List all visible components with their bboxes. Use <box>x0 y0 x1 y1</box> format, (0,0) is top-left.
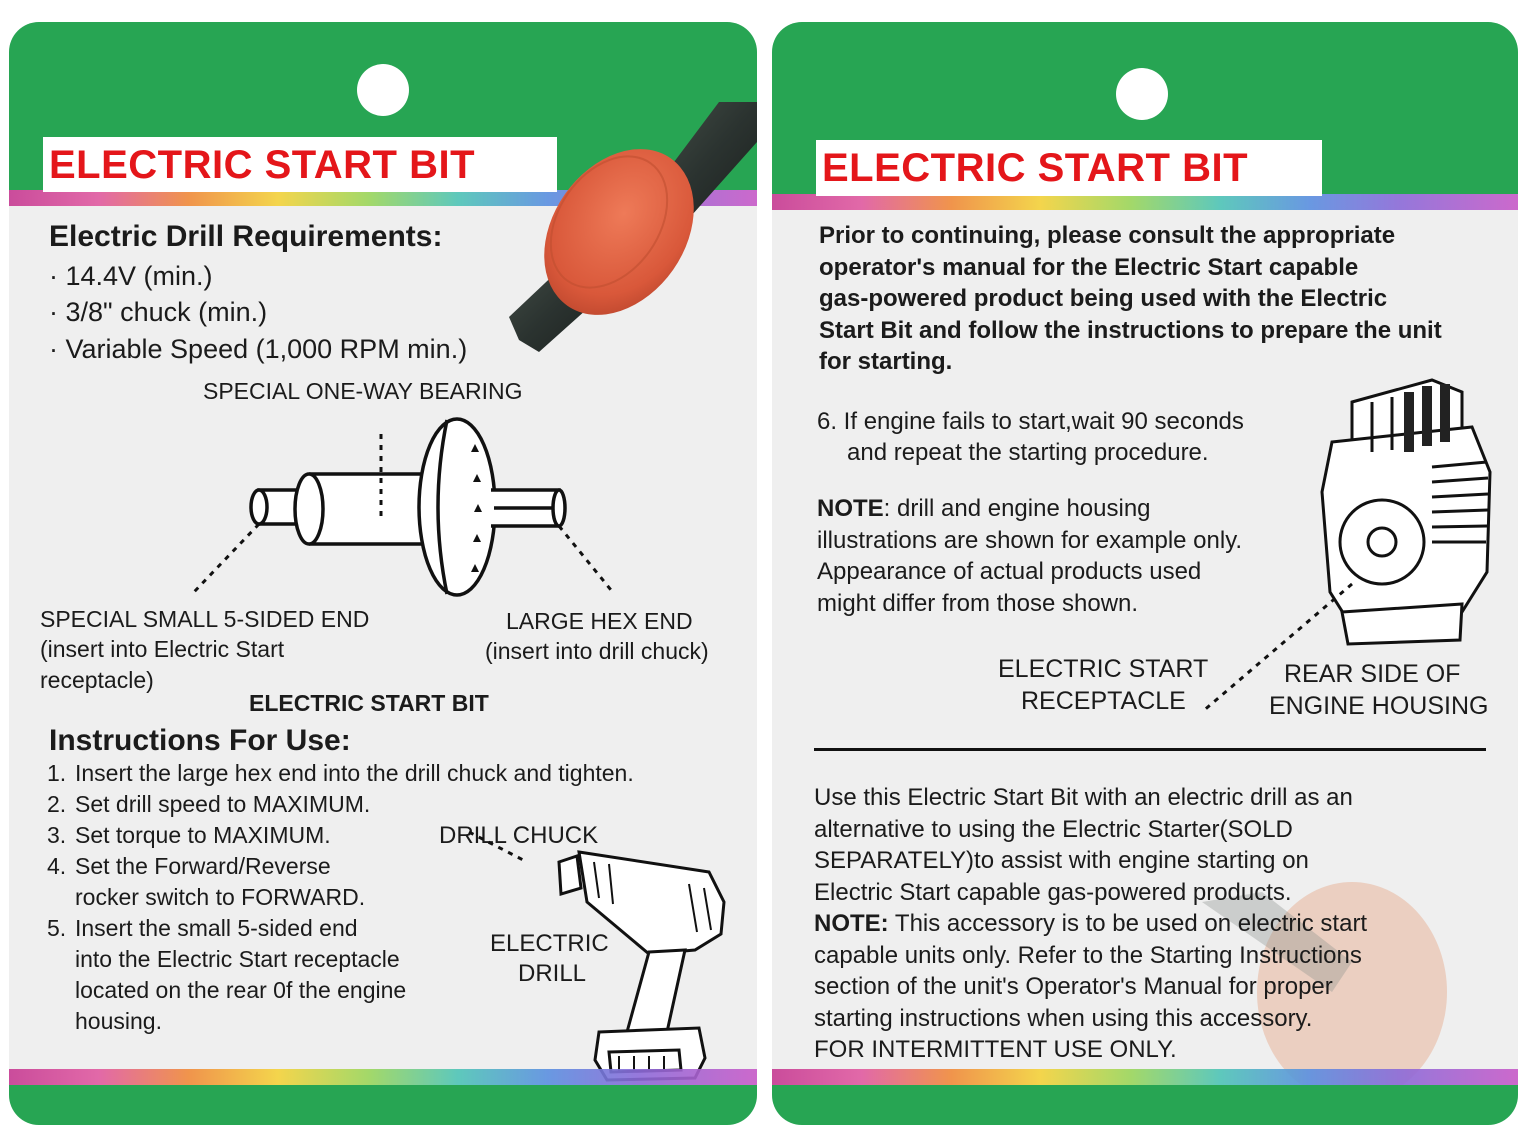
drill-icon <box>499 842 739 1082</box>
small-end-note-cont: receptacle) <box>40 667 154 693</box>
right-info-card <box>772 22 1518 1125</box>
card-title: ELECTRIC START BIT <box>816 140 1322 196</box>
rear-side-label-cont: ENGINE HOUSING <box>1269 692 1489 720</box>
bearing-label: SPECIAL ONE-WAY BEARING <box>203 378 523 404</box>
receptacle-label: ELECTRIC START <box>998 655 1209 683</box>
hang-hole <box>357 64 409 116</box>
rear-side-label: REAR SIDE OF <box>1284 660 1461 688</box>
requirement-voltage: · 14.4V (min.) <box>49 261 213 291</box>
requirement-chuck: · 3/8" chuck (min.) <box>49 297 268 327</box>
bottom-green-band <box>772 1085 1518 1125</box>
rainbow-stripe-bottom <box>9 1069 757 1085</box>
instruction-step: 4. Set the Forward/Reverse rocker switch to FORWARD. <box>47 853 366 910</box>
step-6: 6. If engine fails to start,wait 90 seconds <box>817 408 1244 435</box>
rainbow-stripe <box>772 194 1518 210</box>
diagram-caption: ELECTRIC START BIT <box>249 690 489 716</box>
hex-end-label: LARGE HEX END <box>506 608 693 634</box>
instructions-heading: Instructions For Use: <box>49 724 351 757</box>
bottom-green-band <box>9 1085 757 1125</box>
hex-end-note: (insert into drill chuck) <box>485 638 709 664</box>
requirements-heading: Electric Drill Requirements: <box>49 220 443 253</box>
drill-chuck-label: DRILL CHUCK <box>439 822 599 849</box>
electric-drill-label: ELECTRIC <box>490 930 609 957</box>
hang-hole <box>1116 68 1168 120</box>
receptacle-label-cont: RECEPTACLE <box>1021 687 1186 715</box>
electric-drill-label-cont: DRILL <box>518 960 587 987</box>
left-info-card <box>9 22 757 1125</box>
card-title: ELECTRIC START BIT <box>43 137 557 192</box>
instruction-step: 3. Set torque to MAXIMUM. <box>47 822 331 848</box>
instruction-step: 5. Insert the small 5-sided end into the Electric Start receptacle located on the rear 0f the engine housing. <box>47 915 407 1034</box>
rainbow-stripe-bottom <box>772 1069 1518 1085</box>
requirement-speed: · Variable Speed (1,000 RPM min.) <box>49 334 468 364</box>
note-housing: NOTE: drill and engine housing illustrations are shown for example only. Appearance of actual products used might differ from those shown. <box>817 495 1243 617</box>
section-divider <box>814 748 1486 751</box>
instruction-step: 2. Set drill speed to MAXIMUM. <box>47 791 371 817</box>
small-end-label: SPECIAL SMALL 5-SIDED END <box>40 606 370 632</box>
instruction-step: 1. Insert the large hex end into the drill chuck and tighten. <box>47 760 634 786</box>
small-end-note: (insert into Electric Start <box>40 636 285 662</box>
intro-paragraph: Prior to continuing, please consult the appropriate operator's manual for the Electric Start capable gas-powered product being used with the Electric Start Bit and follow the instructions to prepare the unit for starting. <box>819 222 1442 375</box>
bit-diagram-drawing <box>239 412 619 612</box>
usage-paragraph: Use this Electric Start Bit with an electric drill as an alternative to using the Electric Starter(SOLD SEPARATELY)to assist with engine starting on Electric Start capable gas-powered products. NOTE: This accessory is to be used on electric start capable units only. Refer to the Starting Instructions section of the unit's Operator's Manual for proper starting instructions when using this accessory. FOR INTERMITTENT USE ONLY. <box>814 784 1368 1063</box>
engine-housing-icon <box>1312 372 1502 652</box>
step-6-cont: and repeat the starting procedure. <box>847 439 1209 466</box>
